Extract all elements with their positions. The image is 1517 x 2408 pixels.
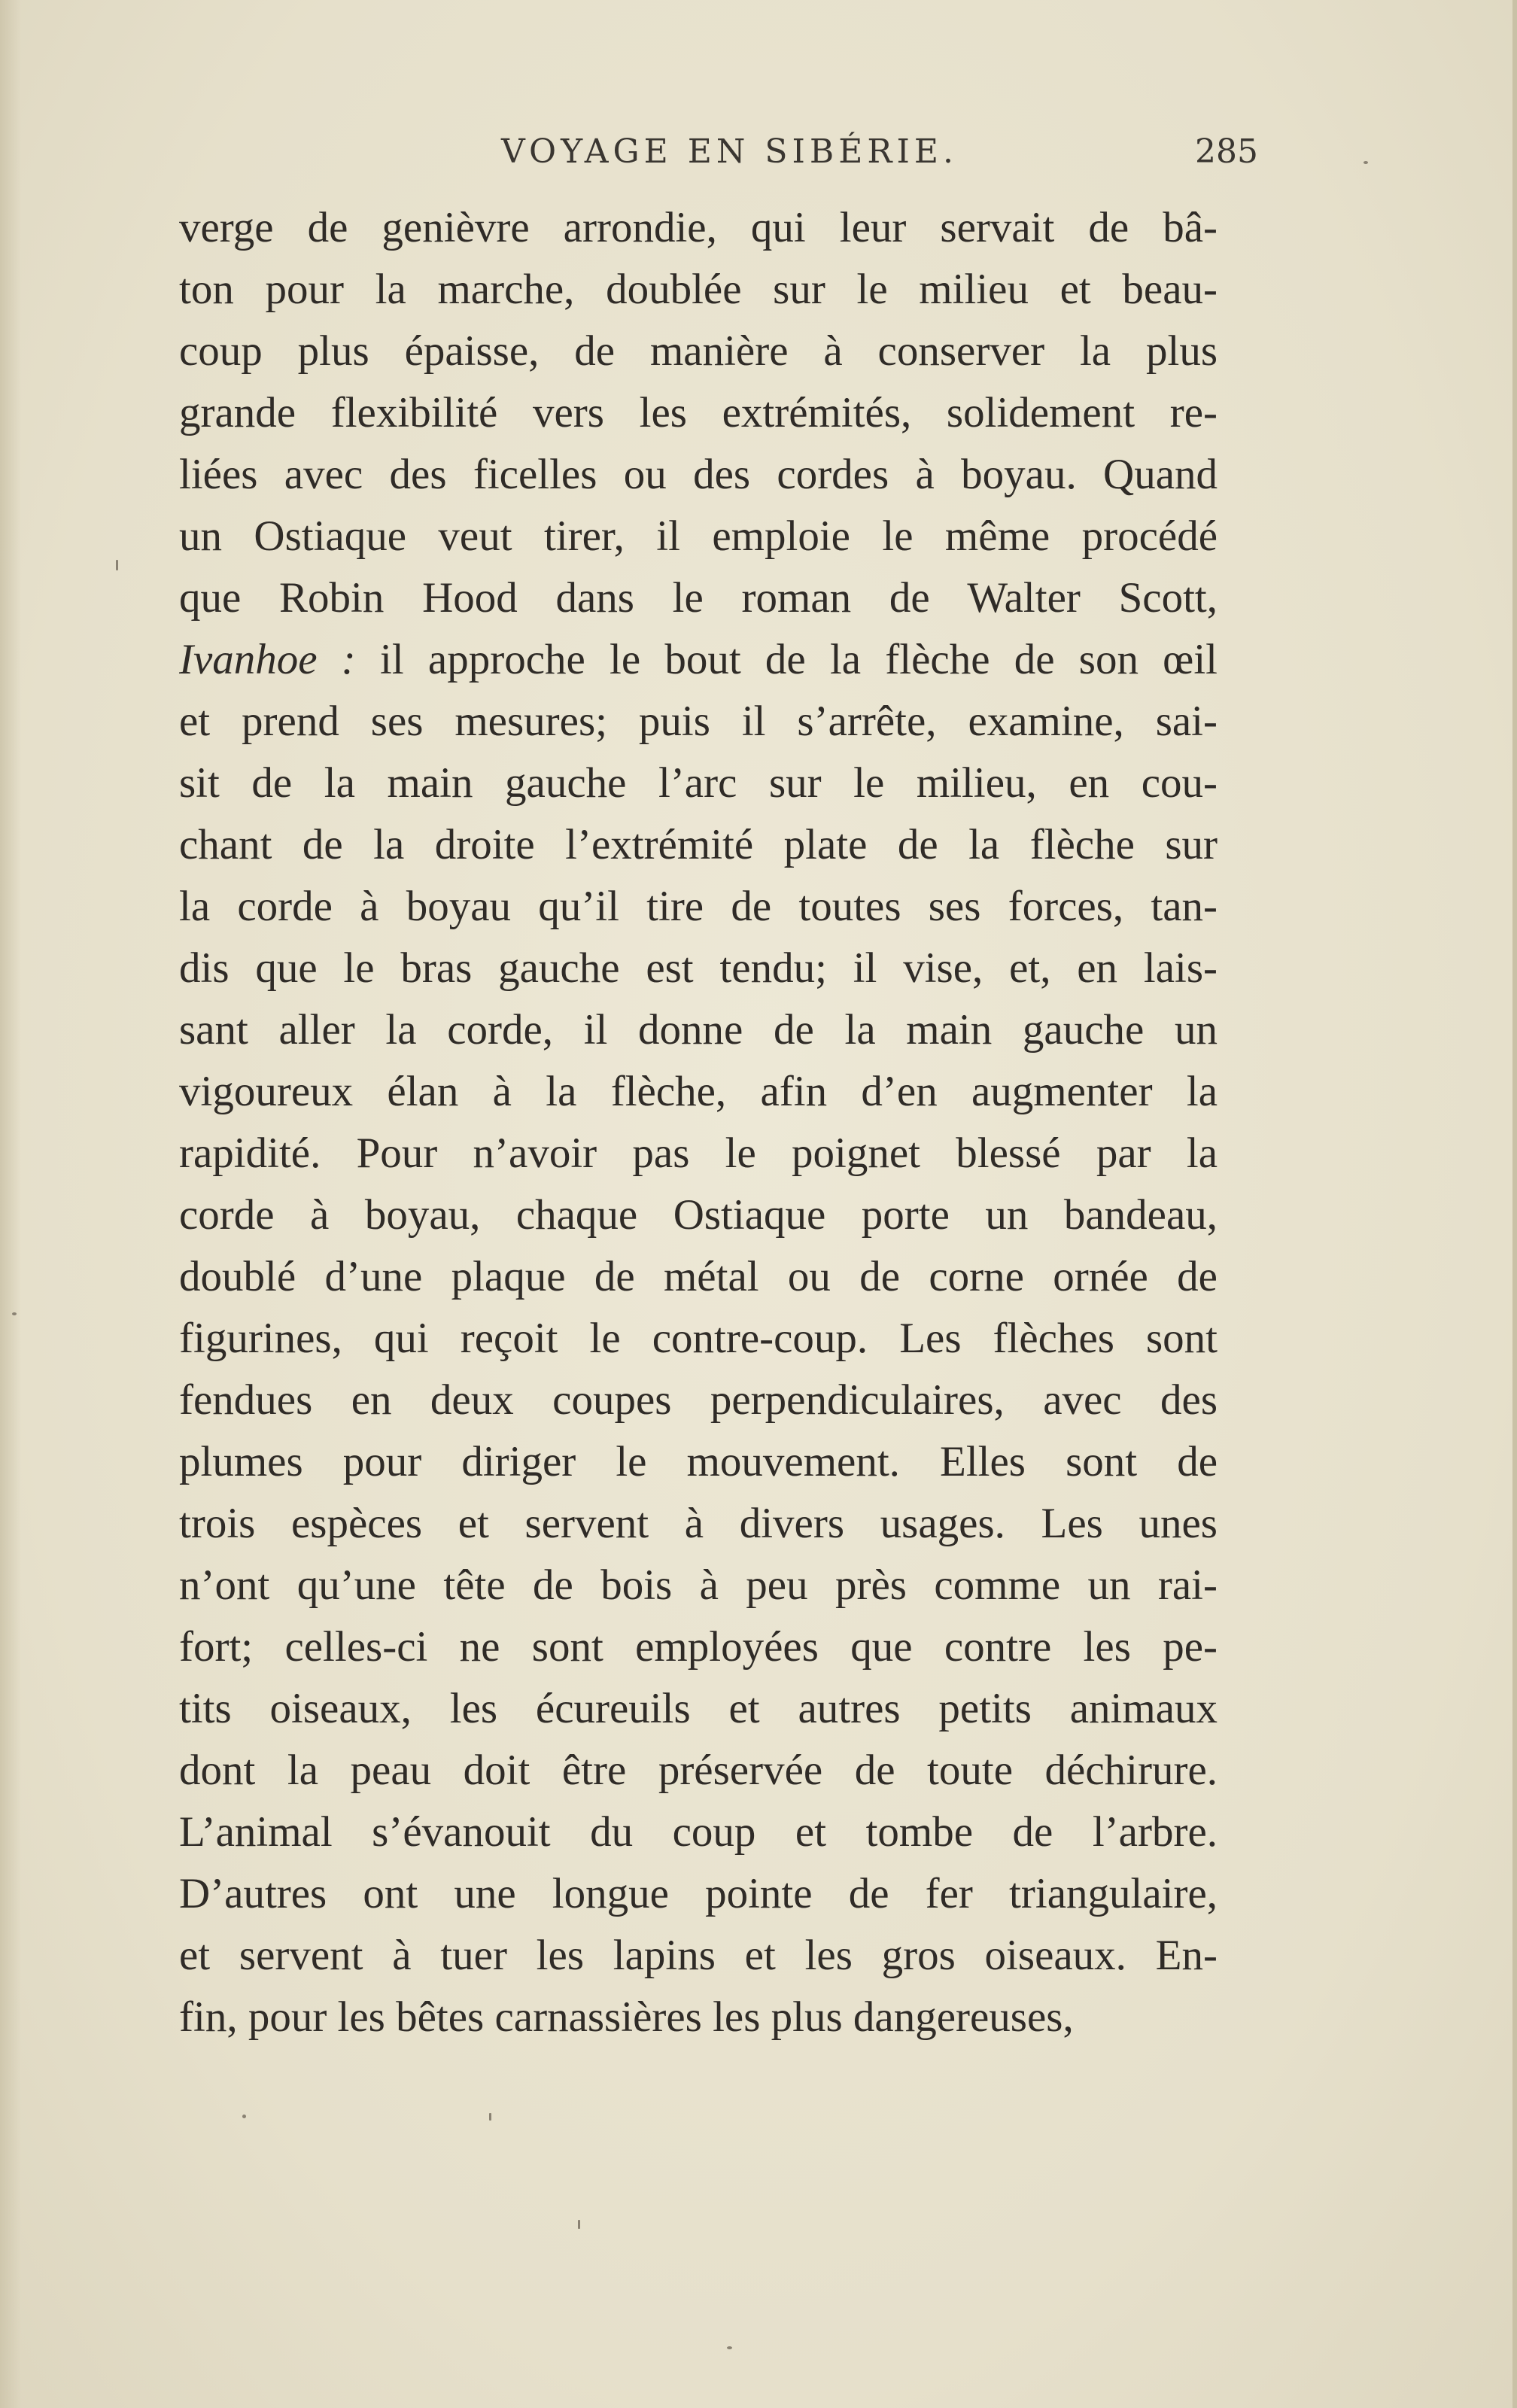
- paper-speck: [1363, 161, 1368, 164]
- paper-speck: [727, 2346, 732, 2349]
- text-line: trois espèces et servent à divers usages. Les unes: [179, 1500, 1218, 1547]
- paper-speck: [489, 2113, 491, 2121]
- text-line: verge de genièvre arrondie, qui leur servait de bâ-: [179, 204, 1218, 251]
- text-line: tits oiseaux, les écureuils et autres petits animaux: [179, 1685, 1218, 1732]
- italic-title: Ivanhoe :: [179, 636, 356, 683]
- text-line: doublé d’une plaque de métal ou de corne ornée de: [179, 1253, 1218, 1300]
- paper-speck: [578, 2220, 580, 2229]
- text-line: fendues en deux coupes perpendiculaires, avec des: [179, 1376, 1218, 1424]
- gutter-shadow: [0, 0, 21, 2408]
- running-title: VOYAGE EN SIBÉRIE.: [501, 132, 958, 171]
- text-line: un Ostiaque veut tirer, il emploie le même procédé: [179, 512, 1218, 560]
- text-line: Ivanhoe : il approche le bout de la flèche de son œil: [179, 636, 1218, 683]
- text-line: grande flexibilité vers les extrémités, solidement re-: [179, 389, 1218, 436]
- text-line: vigoureux élan à la flèche, afin d’en augmenter la: [179, 1068, 1218, 1115]
- text-line: fin, pour les bêtes carnassières les plus dangereuses,: [179, 1993, 1074, 2041]
- text-line: n’ont qu’une tête de bois à peu près comme un rai-: [179, 1561, 1218, 1609]
- text-line: chant de la droite l’extrémité plate de la flèche sur: [179, 821, 1218, 868]
- text-line: rapidité. Pour n’avoir pas le poignet blessé par la: [179, 1130, 1218, 1177]
- page-number: 285: [1195, 132, 1258, 171]
- text-line: D’autres ont une longue pointe de fer triangulaire,: [179, 1870, 1218, 1917]
- text-line: fort; celles-ci ne sont employées que contre les pe-: [179, 1623, 1218, 1671]
- text-line: dont la peau doit être préservée de toute déchirure.: [179, 1747, 1218, 1794]
- text-line: sit de la main gauche l’arc sur le milieu, en cou-: [179, 759, 1218, 807]
- text-line: sant aller la corde, il donne de la main gauche un: [179, 1006, 1218, 1054]
- text-line: liées avec des ficelles ou des cordes à boyau. Quand: [179, 451, 1218, 498]
- page-edge: [1512, 0, 1517, 2408]
- text-line: et servent à tuer les lapins et les gros oiseaux. En-: [179, 1932, 1218, 1979]
- text-line: coup plus épaisse, de manière à conserver la plus: [179, 327, 1218, 375]
- paper-speck: [242, 2115, 246, 2118]
- text-line: et prend ses mesures; puis il s’arrête, examine, sai-: [179, 698, 1218, 745]
- text-line: corde à boyau, chaque Ostiaque porte un bandeau,: [179, 1191, 1218, 1239]
- text-line: plumes pour diriger le mouvement. Elles sont de: [179, 1438, 1218, 1485]
- text-line: figurines, qui reçoit le contre-coup. Les flèches sont: [179, 1315, 1218, 1362]
- text-line: la corde à boyau qu’il tire de toutes ses forces, tan-: [179, 883, 1218, 930]
- text-line: que Robin Hood dans le roman de Walter Scott,: [179, 574, 1218, 622]
- paper-speck: [12, 1312, 17, 1315]
- paper-speck: [116, 560, 118, 570]
- text-line: ton pour la marche, doublée sur le milieu et beau-: [179, 266, 1218, 313]
- body-text: [179, 197, 1218, 2048]
- text-line: L’animal s’évanouit du coup et tombe de l’arbre.: [179, 1808, 1218, 1856]
- text-line: dis que le bras gauche est tendu; il vise, et, en lais-: [179, 944, 1218, 992]
